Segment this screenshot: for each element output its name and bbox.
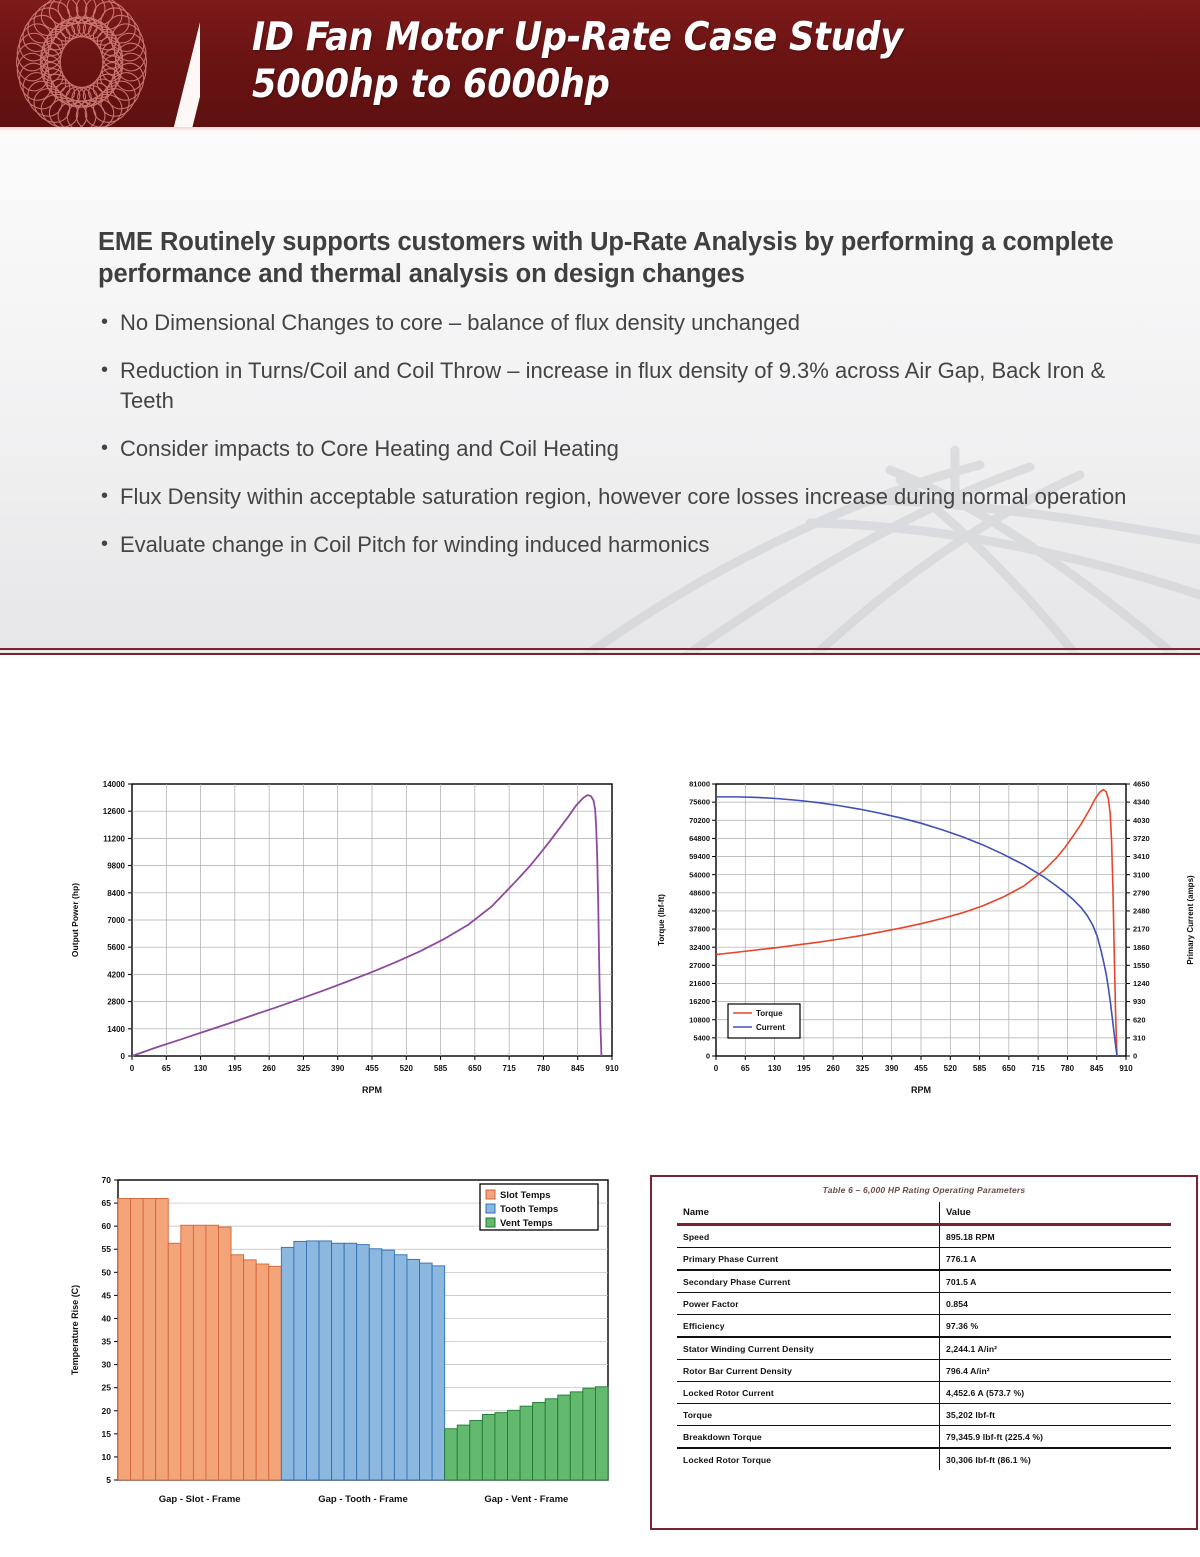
svg-text:2800: 2800 [107,997,125,1007]
svg-text:0: 0 [1133,1051,1138,1061]
svg-text:4200: 4200 [107,970,125,980]
param-name: Speed [677,1225,940,1248]
svg-text:845: 845 [1090,1064,1104,1073]
param-value: 35,202 lbf-ft [940,1404,1172,1426]
param-name: Stator Winding Current Density [677,1337,940,1360]
svg-text:3720: 3720 [1133,834,1150,843]
svg-text:Torque (lbf-ft): Torque (lbf-ft) [657,894,666,946]
svg-text:325: 325 [855,1064,870,1073]
param-value: 776.1 A [940,1248,1172,1271]
svg-text:3100: 3100 [1133,870,1150,880]
svg-text:780: 780 [536,1064,551,1073]
svg-text:715: 715 [1031,1064,1045,1073]
svg-text:3410: 3410 [1133,852,1150,862]
figure-area [0,660,1200,1557]
svg-text:1860: 1860 [1133,942,1150,952]
svg-text:650: 650 [468,1064,482,1073]
table-row [677,1426,1171,1449]
svg-text:Gap - Slot - Frame: Gap - Slot - Frame [158,1494,241,1505]
param-value: 895.18 RPM [940,1225,1172,1248]
svg-text:60: 60 [101,1221,111,1232]
svg-text:130: 130 [767,1064,782,1073]
svg-text:75600: 75600 [689,797,710,807]
svg-text:Torque: Torque [756,1009,783,1018]
param-name: Power Factor [677,1293,940,1315]
lead-paragraph: EME Routinely supports customers with Up-Rate Analysis by performing a complete performance and thermal analysis on design changes [98,228,1114,288]
svg-text:43200: 43200 [689,906,710,916]
svg-text:390: 390 [885,1064,899,1073]
svg-text:845: 845 [571,1064,585,1073]
svg-text:5400: 5400 [693,1033,710,1043]
list-item: • Flux Density within acceptable saturation region, however core losses increase during normal operation [98,482,1128,512]
svg-text:55: 55 [101,1244,111,1255]
svg-text:64800: 64800 [689,834,710,843]
svg-text:65: 65 [740,1064,750,1073]
svg-text:5600: 5600 [107,943,125,953]
svg-text:260: 260 [262,1064,276,1073]
svg-text:Output Power (hp): Output Power (hp) [70,882,80,958]
svg-text:2790: 2790 [1133,888,1150,898]
svg-text:1240: 1240 [1133,979,1150,989]
svg-text:14000: 14000 [102,780,125,789]
svg-text:910: 910 [1119,1064,1133,1073]
svg-text:37800: 37800 [689,924,710,934]
svg-text:195: 195 [228,1064,242,1073]
svg-text:0: 0 [120,1052,125,1061]
list-item: • Evaluate change in Coil Pitch for winding induced harmonics [98,530,1128,560]
svg-text:40: 40 [101,1313,111,1324]
svg-text:620: 620 [1133,1015,1146,1025]
svg-text:0: 0 [705,1051,710,1061]
svg-text:130: 130 [193,1064,208,1073]
svg-text:520: 520 [399,1064,413,1073]
section-divider [0,648,1200,657]
svg-text:2170: 2170 [1133,924,1150,934]
svg-text:455: 455 [914,1064,928,1073]
eme-torus-logo-icon [6,0,161,131]
bullet-list [98,308,1128,560]
operating-parameters-table [650,1175,1200,1545]
svg-text:16200: 16200 [689,997,710,1007]
table-row [677,1360,1171,1382]
svg-text:12600: 12600 [102,807,125,817]
svg-text:910: 910 [605,1064,619,1073]
svg-text:4650: 4650 [1133,779,1150,789]
chart-temperature-rise [60,1170,620,1550]
svg-text:4340: 4340 [1133,797,1150,807]
param-name: Locked Rotor Torque [677,1448,940,1470]
svg-text:2480: 2480 [1133,906,1150,916]
table-row [677,1382,1171,1404]
svg-text:9800: 9800 [107,861,125,871]
svg-text:7000: 7000 [107,916,125,925]
column-header-value: Value [940,1202,1172,1225]
param-name: Efficiency [677,1315,940,1338]
svg-text:54000: 54000 [689,870,710,880]
svg-text:260: 260 [826,1064,840,1073]
slide-header [0,0,1200,131]
svg-text:0: 0 [713,1064,719,1073]
svg-text:325: 325 [296,1064,311,1073]
table-row [677,1248,1171,1271]
svg-text:Current: Current [756,1023,785,1032]
svg-text:Temperature Rise (C): Temperature Rise (C) [70,1284,80,1376]
column-header-name: Name [677,1202,940,1225]
svg-text:15: 15 [101,1428,111,1439]
table-header-row [677,1202,1171,1225]
svg-text:390: 390 [331,1064,345,1073]
table-row [677,1448,1171,1470]
svg-text:Gap - Vent - Frame: Gap - Vent - Frame [484,1494,569,1505]
list-item: • Consider impacts to Core Heating and Coil Heating [98,434,1128,464]
chart-output-power [60,770,620,1110]
table-row [677,1404,1171,1426]
table-card [650,1175,1198,1530]
table-row [677,1315,1171,1338]
list-item: • No Dimensional Changes to core – balance of flux density unchanged [98,308,1128,338]
svg-text:RPM: RPM [362,1085,382,1095]
svg-text:5: 5 [106,1475,111,1485]
svg-text:930: 930 [1133,997,1146,1007]
svg-text:Gap - Tooth - Frame: Gap - Tooth - Frame [318,1494,408,1505]
svg-text:310: 310 [1133,1033,1146,1043]
page-title-line1: ID Fan Motor Up-Rate Case Study [252,15,903,60]
svg-text:50: 50 [101,1267,111,1278]
table-body [677,1225,1171,1471]
svg-text:Vent Temps: Vent Temps [500,1218,553,1229]
svg-text:11200: 11200 [103,834,125,844]
page-title-line2: 5000hp to 6000hp [252,62,610,107]
svg-text:59400: 59400 [689,852,710,862]
svg-text:Slot Temps: Slot Temps [500,1190,551,1201]
svg-text:Tooth Temps: Tooth Temps [500,1204,559,1215]
svg-text:1550: 1550 [1133,960,1150,970]
svg-text:65: 65 [101,1198,111,1209]
param-name: Torque [677,1404,940,1426]
param-name: Secondary Phase Current [677,1270,940,1293]
svg-text:32400: 32400 [689,942,710,952]
svg-text:4030: 4030 [1133,815,1150,825]
param-value: 701.5 A [940,1270,1172,1293]
table-caption: Table 6 – 6,000 HP Rating Operating Parameters [822,1185,1026,1195]
param-value: 2,244.1 A/in² [940,1337,1172,1360]
param-value: 796.4 A/in² [940,1360,1172,1382]
svg-text:10800: 10800 [689,1015,710,1025]
svg-text:585: 585 [972,1064,987,1073]
param-value: 97.36 % [940,1315,1172,1338]
svg-text:585: 585 [433,1064,448,1073]
svg-text:25: 25 [101,1382,111,1393]
svg-text:RPM: RPM [911,1085,931,1095]
params-table [677,1202,1171,1470]
logo-pane [0,0,200,131]
svg-text:10: 10 [101,1451,111,1462]
table-row [677,1293,1171,1315]
slide-body [0,131,1200,655]
svg-text:Primary Current (amps): Primary Current (amps) [1186,875,1195,965]
param-name: Primary Phase Current [677,1248,940,1271]
table-row [677,1337,1171,1360]
list-item: • Reduction in Turns/Coil and Coil Throw – increase in flux density of 9.3% across Air Gap, Back Iron & Teeth [98,356,1128,416]
param-name: Locked Rotor Current [677,1382,940,1404]
param-value: 79,345.9 lbf-ft (225.4 %) [940,1426,1172,1449]
svg-text:30: 30 [101,1359,111,1370]
svg-text:45: 45 [101,1290,111,1301]
svg-text:20: 20 [101,1405,111,1416]
svg-text:455: 455 [365,1064,379,1073]
header-title-wrap [252,14,1152,108]
svg-text:650: 650 [1002,1064,1016,1073]
table-row [677,1270,1171,1293]
svg-text:195: 195 [797,1064,811,1073]
param-value: 4,452.6 A (573.7 %) [940,1382,1172,1404]
svg-text:715: 715 [502,1064,516,1073]
svg-text:70200: 70200 [689,815,710,825]
svg-text:81000: 81000 [689,779,710,789]
svg-text:780: 780 [1060,1064,1075,1073]
param-name: Breakdown Torque [677,1426,940,1449]
table-row [677,1225,1171,1248]
slide-content [98,226,1128,578]
param-value: 30,306 lbf-ft (86.1 %) [946,1454,1031,1465]
svg-text:1400: 1400 [107,1024,125,1034]
svg-text:48600: 48600 [689,888,710,898]
chart-torque-current [650,770,1200,1110]
svg-text:520: 520 [943,1064,957,1073]
svg-text:65: 65 [161,1064,171,1073]
svg-text:21600: 21600 [689,979,710,989]
svg-text:0: 0 [129,1064,135,1073]
param-name: Rotor Bar Current Density [677,1360,940,1382]
param-value: 0.854 [940,1293,1172,1315]
svg-text:8400: 8400 [107,888,125,898]
svg-text:27000: 27000 [689,960,710,970]
svg-text:35: 35 [101,1336,111,1347]
svg-text:70: 70 [101,1175,111,1185]
